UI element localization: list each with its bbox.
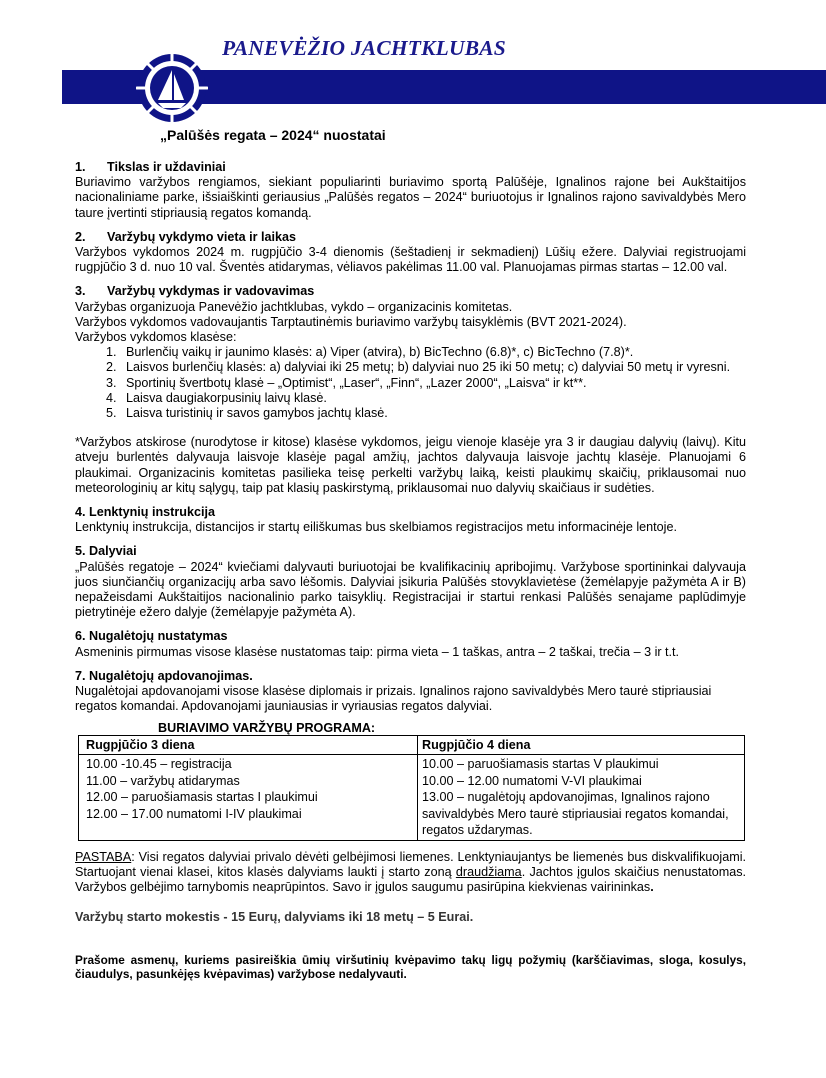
- section-text: Varžybas organizuoja Panevėžio jachtklubas, vykdo – organizacinis komitetas.: [75, 299, 513, 314]
- table-row: [79, 735, 745, 755]
- list-item: 5. Laisva turistinių ir savos gamybos jachtų klasė.: [120, 406, 746, 421]
- health-notice: Prašome asmenų, kuriems pasireiškia ūmių viršutinių kvėpavimo takų ligų požymių (karščiavimas, sloga, kosulys, čiaudulys, pasunkėjęs kvėpavimas) varžybose nedalyvauti.: [75, 952, 746, 981]
- section-heading: 6. Nugalėtojų nustatymas: [75, 629, 228, 644]
- section-awards: [75, 669, 746, 715]
- schedule-item: 10.00 – 12.00 numatomi V-VI plaukimai: [422, 773, 642, 788]
- section-place-time: [75, 230, 746, 276]
- section-organization: [75, 284, 746, 496]
- table-header: Rugpjūčio 4 diena: [418, 735, 745, 755]
- program-title: BURIAVIMO VARŽYBŲ PROGRAMA:: [158, 720, 376, 735]
- table-header: Rugpjūčio 3 diena: [79, 735, 418, 755]
- table-cell: [418, 755, 745, 841]
- section-instructions: [75, 505, 746, 535]
- document-body: [75, 160, 746, 981]
- section-text: Lenktynių instrukcija, distancijos ir startų eiliškumas bus skelbiamos registracijos metu informacinėje lentoje.: [75, 520, 677, 535]
- class-list: [75, 345, 746, 421]
- section-winners: [75, 629, 746, 659]
- section-text: Nugalėtojai apdovanojami visose klasėse diplomais ir prizais. Ignalinos rajono savivaldybės Mero taurė stipriausiai regatos komandai. Apdovanojami jauniausias ir vyriausias regatos dalyviai.: [75, 684, 712, 714]
- section-heading: 5. Dalyviai: [75, 544, 137, 559]
- section-participants: [75, 544, 746, 620]
- schedule-item: 11.00 – varžybų atidarymas: [86, 773, 240, 788]
- section-text: Varžybos vykdomos 2024 m. rugpjūčio 3-4 dienomis (šeštadienį ir sekmadienį) Lūšių ežere. Dalyviai registruojami rugpjūčio 3 d. nuo 10 val. Šventės atidarymas, vėliavos pakėlimas 11.00 val. Planuojamas pirmas startas – 12.00 val.: [75, 245, 746, 275]
- schedule-item: 10.00 – paruošiamasis startas V plaukimui: [422, 757, 659, 772]
- section-text: Varžybos vykdomos klasėse:: [75, 330, 237, 345]
- club-name: PANEVĖŽIO JACHTKLUBAS: [222, 36, 506, 60]
- document-title: „Palūšės regata – 2024“ nuostatai: [160, 127, 386, 143]
- section-text: Buriavimo varžybos rengiamos, siekiant populiarinti buriavimo sportą Palūšėje, Ignalinos rajone bei Aukštaitijos nacionaliniame parke, išsiaiškinti geriausius „Palūšės regatos – 2024“ buriuotojus ir Ignalinos rajono savivaldybės Mero taure įvertinti stipriausią regatos komandą.: [75, 175, 746, 220]
- section-heading: 3. Varžybų vykdymas ir vadovavimas: [75, 284, 315, 299]
- section-text: „Palūšės regatoje – 2024“ kviečiami dalyvauti buriuotojai be kvalifikacinių apribojimų. Varžybose sportininkai dalyvauja juos siunčiančių organizacijų arba savo lėšomis. Dalyviai įsikuria Palūšės stovyklavietėse (žemėlapyje pažymėta A ir B) nepažeisdami Aukštaitijos nacionalinio parko taisyklių. Registracijai ir startui renkasi Palūšės senajame paplūdimyje pietrytinėje ežero dalyje (žemėlapyje pažymėta A).: [75, 559, 746, 620]
- section-text: Asmeninis pirmumas visose klasėse nustatomas taip: pirma vieta – 1 taškas, antra – 2 taškai, trečia – 3 ir t.t.: [75, 644, 680, 659]
- note-label: PASTABA: [75, 850, 132, 865]
- schedule-item: 13.00 – nugalėtojų apdovanojimas, Ignalinos rajono savivaldybės Mero taurė stipriausiai regatos komandai, regatos uždarymas.: [422, 790, 729, 838]
- forbidden-word: draudžiama: [455, 865, 522, 880]
- section-text: Varžybos vykdomos vadovaujantis Tarptautinėmis buriavimo varžybų taisyklėmis (BVT 2021-2024).: [75, 314, 627, 329]
- section-heading: 2. Varžybų vykdymo vieta ir laikas: [75, 229, 297, 244]
- program-table: [78, 735, 745, 842]
- list-item: 3. Sportinių švertbotų klasė – „Optimist“, „Laser“, „Finn“, „Lazer 2000“, „Laisva“ ir kt**.: [120, 376, 746, 391]
- section-heading: 7. Nugalėtojų apdovanojimas.: [75, 668, 253, 683]
- list-item: 2. Laisvos burlenčių klasės: a) dalyviai iki 25 metų; b) dalyviai nuo 25 iki 50 metų; c) dalyviai 50 metų ir vyresni.: [120, 360, 746, 375]
- schedule-item: 12.00 – 17.00 numatomi I-IV plaukimai: [86, 806, 302, 821]
- schedule-item: 12.00 – paruošiamasis startas I plaukimui: [86, 790, 318, 805]
- table-cell: [79, 755, 418, 841]
- safety-note: PASTABA: Visi regatos dalyviai privalo dėvėti gelbėjimosi liemenes. Lenktyniaujantys be liemenės bus diskvalifikuojami. Startuojant vienai klasei, kitos klasės dalyviams laukti į starto zoną draudžiama. Jachtos įgulos skaičius nenustatomas. Varžybos gelbėjimo tarnybomis neaprūpintos. Savo ir įgulos saugumu pasirūpina kiekvienas vairininkas.: [75, 850, 747, 895]
- list-item: 1. Burlenčių vaikų ir jaunimo klasės: a) Viper (atvira), b) BicTechno (6.8)*, c) BicTechno (7.8)*.: [120, 345, 746, 360]
- yacht-wheel-logo-icon: [136, 52, 208, 124]
- table-row: [79, 755, 745, 841]
- list-item: 4. Laisva daugiakorpusinių laivų klasė.: [120, 391, 746, 406]
- section-heading: 4. Lenktynių instrukcija: [75, 505, 215, 520]
- entry-fee: Varžybų starto mokestis - 15 Eurų, dalyviams iki 18 metų – 5 Eurai.: [75, 909, 474, 924]
- schedule-item: 10.00 -10.45 – registracija: [86, 757, 232, 772]
- section-heading: 1. Tikslas ir uždaviniai: [75, 160, 226, 174]
- section-goals: [75, 160, 746, 221]
- classes-footnote: *Varžybos atskirose (nurodytose ir kitose) klasėse vykdomos, jeigu vienoje klasėje yra 3 ir daugiau dalyvių (laivų). Kitu atveju burlentės dalyvauja laisvoje klasėje pagal amžių, jachtos dalyvauja laisvoje jachtų klasėje. Planuojami 6 plaukimai. Organizacinis komitetas pasilieka teisę perkelti varžybų laiką, keisti plaukimų skaičių, priklausomai nuo meteorologinių ar kitų sąlygų, taip pat klasių paskirstymą, priklausomai nuo dalyvių skaičiaus ir sudėties.: [75, 435, 746, 495]
